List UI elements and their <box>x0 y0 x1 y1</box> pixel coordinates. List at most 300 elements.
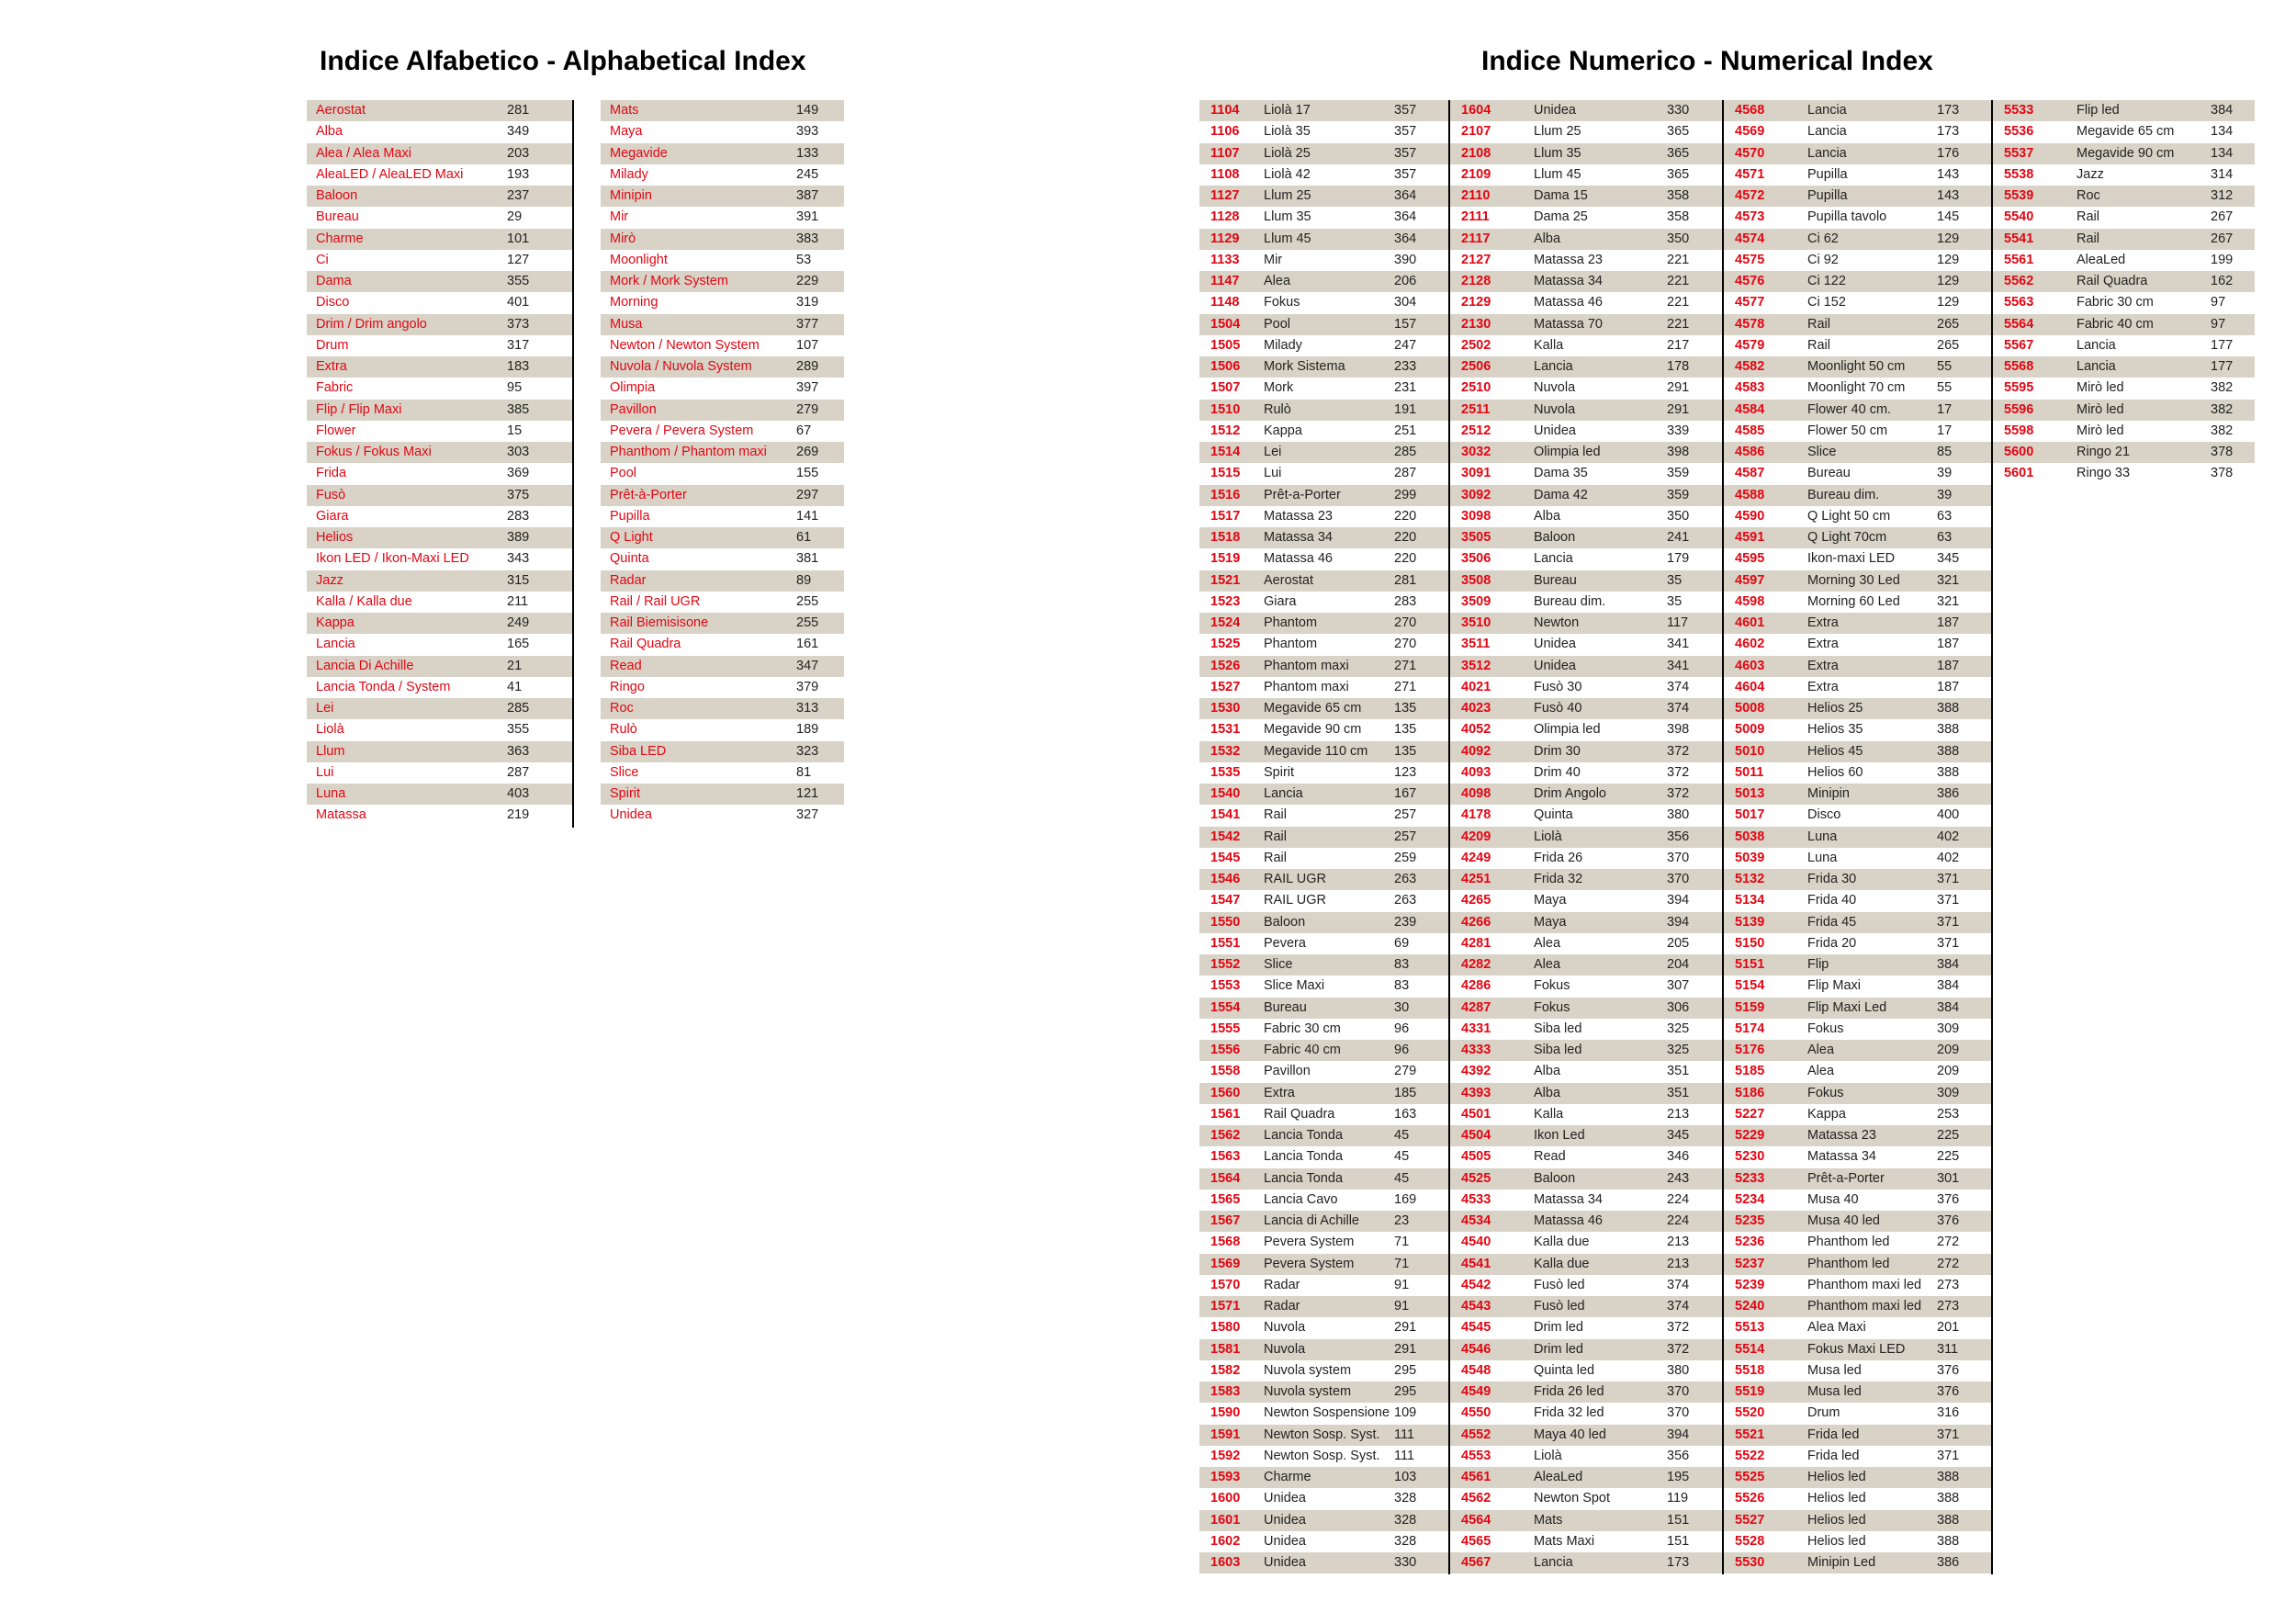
page-number: 185 <box>1394 1085 1417 1100</box>
product-name: Extra <box>1807 658 1839 673</box>
page-number: 394 <box>1667 893 1690 908</box>
index-row <box>601 164 844 186</box>
page-number: 17 <box>1937 423 1953 438</box>
article-code: 5601 <box>2004 466 2034 481</box>
page-number: 369 <box>507 466 530 481</box>
page-number: 257 <box>1394 807 1417 823</box>
page-number: 359 <box>1667 487 1690 502</box>
article-code: 1519 <box>1210 551 1241 567</box>
index-row <box>1450 421 1722 442</box>
index-row <box>307 314 572 335</box>
product-name: Fokus <box>1807 1085 1844 1100</box>
index-row <box>1450 933 1722 954</box>
page-number: 187 <box>1937 615 1960 630</box>
article-code: 5598 <box>2004 423 2034 438</box>
index-row <box>1450 1360 1722 1382</box>
article-code: 1558 <box>1210 1064 1241 1079</box>
article-code: 1148 <box>1210 295 1240 310</box>
article-code: 4533 <box>1461 1191 1491 1207</box>
index-row <box>307 121 572 142</box>
product-name: Llum 45 <box>1264 231 1311 246</box>
article-code: 5563 <box>2004 295 2034 310</box>
index-row <box>1450 762 1722 784</box>
page-number: 97 <box>2211 316 2226 332</box>
article-code: 1526 <box>1210 658 1241 673</box>
page-number: 179 <box>1667 551 1690 567</box>
article-code: 5595 <box>2004 380 2034 396</box>
product-name: Lancia Tonda <box>1264 1149 1344 1165</box>
index-row <box>1199 634 1448 655</box>
index-row <box>1450 1211 1722 1232</box>
product-name: Musa led <box>1807 1362 1862 1378</box>
page-number: 382 <box>2211 423 2234 438</box>
page-number: 134 <box>2211 145 2234 161</box>
page-number: 221 <box>1667 252 1690 267</box>
alpha-column <box>307 100 572 827</box>
product-name: Baloon <box>1534 530 1576 545</box>
page-number: 311 <box>1937 1341 1959 1357</box>
product-name: Megavide 90 cm <box>1264 722 1362 738</box>
product-name: Rail <box>1807 337 1830 353</box>
product-name: Mork Sistema <box>1264 359 1345 374</box>
page-number: 165 <box>507 637 530 652</box>
article-code: 1580 <box>1210 1320 1241 1336</box>
article-code: 1583 <box>1210 1384 1241 1399</box>
page-number: 217 <box>1667 337 1690 353</box>
page-number: 365 <box>1667 145 1690 161</box>
product-name: Matassa 34 <box>1264 530 1333 545</box>
index-row <box>1450 1531 1722 1552</box>
index-row <box>1199 548 1448 570</box>
page-number: 219 <box>507 807 530 823</box>
product-name: Ci 92 <box>1807 252 1839 267</box>
page-number: 167 <box>1394 786 1417 801</box>
product-name: Phanthom / Phantom maxi <box>610 445 767 459</box>
index-row <box>1199 1211 1448 1232</box>
index-row <box>307 186 572 207</box>
product-name: Pevera <box>1264 935 1306 951</box>
article-code: 2502 <box>1461 337 1491 353</box>
article-code: 5010 <box>1735 743 1765 759</box>
index-row <box>307 548 572 570</box>
product-name: Newton <box>1534 615 1580 630</box>
product-name: Llum 35 <box>1534 145 1581 161</box>
page-number: 225 <box>1937 1128 1960 1143</box>
index-row <box>1199 1232 1448 1253</box>
product-name: Fokus <box>1807 1021 1844 1036</box>
page-number: 374 <box>1667 1277 1690 1292</box>
index-row <box>1993 356 2255 378</box>
article-code: 4552 <box>1461 1427 1491 1442</box>
index-row <box>1199 421 1448 442</box>
index-row <box>1450 1467 1722 1488</box>
product-name: Rail <box>2077 209 2099 225</box>
page-number: 351 <box>1667 1064 1690 1079</box>
page-number: 81 <box>796 764 812 780</box>
article-code: 4501 <box>1461 1106 1491 1122</box>
page-number: 327 <box>796 807 819 823</box>
page-number: 239 <box>1394 914 1417 930</box>
product-name: Aerostat <box>1264 572 1313 588</box>
page-number: 315 <box>507 572 530 588</box>
article-code: 5540 <box>2004 209 2034 225</box>
product-name: Pool <box>1264 316 1291 332</box>
page-number: 189 <box>796 722 819 738</box>
page-number: 229 <box>796 274 819 288</box>
product-name: Lancia <box>1534 1555 1573 1570</box>
article-code: 4548 <box>1461 1362 1491 1378</box>
page-number: 323 <box>796 743 819 759</box>
index-row <box>601 442 844 463</box>
product-name: AleaLED / AleaLED Maxi <box>316 166 464 182</box>
product-name: Matassa 34 <box>1534 1191 1603 1207</box>
page-number: 371 <box>1937 935 1960 951</box>
index-row <box>1450 570 1722 592</box>
index-row <box>307 634 572 655</box>
article-code: 1524 <box>1210 615 1241 630</box>
index-row <box>307 250 572 271</box>
article-code: 4093 <box>1461 764 1491 780</box>
page-number: 213 <box>1667 1256 1690 1271</box>
product-name: Matassa 34 <box>1807 1149 1876 1165</box>
article-code: 4574 <box>1735 231 1765 246</box>
page-number: 402 <box>1937 850 1960 865</box>
article-code: 2512 <box>1461 423 1491 438</box>
page-number: 283 <box>1394 593 1417 609</box>
page-number: 143 <box>1937 188 1960 203</box>
page-number: 199 <box>2211 252 2234 267</box>
index-row <box>1199 463 1448 484</box>
product-name: Lancia <box>1264 786 1303 801</box>
article-code: 5154 <box>1735 978 1765 994</box>
page-number: 281 <box>1394 572 1417 588</box>
page-number: 135 <box>1394 701 1417 716</box>
index-row <box>1450 890 1722 911</box>
article-code: 1535 <box>1210 764 1241 780</box>
product-name: Nuvola system <box>1264 1384 1352 1399</box>
product-name: Mir <box>1264 252 1283 267</box>
article-code: 5240 <box>1735 1299 1765 1314</box>
page-number: 204 <box>1667 957 1690 972</box>
page-number: 285 <box>1394 445 1417 459</box>
article-code: 4052 <box>1461 722 1491 738</box>
product-name: Fusò 30 <box>1534 679 1582 694</box>
article-code: 1565 <box>1210 1191 1241 1207</box>
article-code: 5537 <box>2004 145 2034 161</box>
index-row <box>1450 1446 1722 1467</box>
index-row <box>307 356 572 378</box>
index-row <box>1199 1104 1448 1125</box>
index-row <box>1724 356 1991 378</box>
page-number: 209 <box>1937 1064 1960 1079</box>
index-row <box>1993 186 2255 207</box>
product-name: Rail Quadra <box>1264 1106 1335 1122</box>
product-name: Matassa 46 <box>1264 551 1333 567</box>
product-name: Morning <box>610 295 658 310</box>
page-number: 265 <box>1937 316 1960 332</box>
page-number: 357 <box>1394 166 1417 182</box>
page-number: 391 <box>796 209 819 225</box>
article-code: 1104 <box>1210 103 1240 118</box>
index-row <box>307 784 572 805</box>
index-row <box>601 784 844 805</box>
index-row <box>307 698 572 719</box>
product-name: Frida <box>316 466 347 481</box>
page-number: 374 <box>1667 679 1690 694</box>
index-row <box>1993 271 2255 292</box>
product-name: Nuvola system <box>1264 1362 1352 1378</box>
article-code: 5176 <box>1735 1043 1765 1057</box>
product-name: Kalla due <box>1534 1256 1590 1271</box>
index-row <box>307 335 572 356</box>
page-number: 376 <box>1937 1362 1960 1378</box>
page-number: 63 <box>1937 530 1953 545</box>
index-row <box>1450 1382 1722 1403</box>
article-code: 1523 <box>1210 593 1241 609</box>
page-number: 123 <box>1394 764 1417 780</box>
index-row <box>1724 1275 1991 1296</box>
page-number: 379 <box>796 679 819 694</box>
article-code: 1600 <box>1210 1491 1241 1506</box>
product-name: Kalla due <box>1534 1235 1590 1250</box>
product-name: Phantom maxi <box>1264 658 1349 673</box>
article-code: 1562 <box>1210 1128 1241 1143</box>
page-number: 211 <box>507 593 529 609</box>
page-number: 384 <box>2211 103 2234 118</box>
page-number: 309 <box>1937 1085 1960 1100</box>
index-row <box>1450 1425 1722 1446</box>
index-row <box>1724 100 1991 121</box>
product-name: Kappa <box>316 615 355 630</box>
article-code: 4575 <box>1735 252 1765 267</box>
page-number: 221 <box>1667 316 1690 332</box>
index-row <box>1724 890 1991 911</box>
page-number: 321 <box>1937 593 1960 609</box>
index-row <box>601 143 844 164</box>
page-number: 270 <box>1394 637 1417 652</box>
index-row <box>1199 207 1448 228</box>
article-code: 1546 <box>1210 872 1241 886</box>
page-number: 351 <box>1667 1085 1690 1100</box>
index-row <box>1450 100 1722 121</box>
article-code: 5150 <box>1735 935 1765 951</box>
page-number: 347 <box>796 658 819 673</box>
index-row <box>1450 1232 1722 1253</box>
page-number: 39 <box>1937 487 1953 502</box>
index-row <box>1450 741 1722 762</box>
page-number: 378 <box>2211 445 2234 459</box>
page-number: 370 <box>1667 1405 1690 1421</box>
page-number: 357 <box>1394 124 1417 140</box>
index-row <box>1993 207 2255 228</box>
article-code: 5011 <box>1735 764 1764 780</box>
product-name: Mirò led <box>2077 401 2124 417</box>
index-row <box>1199 271 1448 292</box>
page-number: 155 <box>796 466 819 481</box>
column-divider <box>572 100 574 828</box>
index-row <box>601 527 844 548</box>
product-name: Phanthom led <box>1807 1256 1890 1271</box>
index-row <box>1724 1488 1991 1509</box>
article-code: 1129 <box>1210 231 1240 246</box>
article-code: 2127 <box>1461 252 1491 267</box>
index-row <box>1450 1339 1722 1360</box>
page-number: 101 <box>507 231 530 246</box>
product-name: Read <box>610 658 642 673</box>
page-number: 29 <box>507 209 523 225</box>
product-name: Milady <box>1264 337 1302 353</box>
article-code: 4023 <box>1461 701 1491 716</box>
page-number: 388 <box>1937 764 1960 780</box>
article-code: 2117 <box>1461 231 1491 246</box>
index-row <box>1450 1552 1722 1573</box>
page-number: 121 <box>796 786 819 801</box>
article-code: 4251 <box>1461 872 1491 886</box>
product-name: Ikon-maxi LED <box>1807 551 1896 567</box>
page-number: 259 <box>1394 850 1417 865</box>
product-name: Helios 45 <box>1807 743 1863 759</box>
index-row <box>1199 1190 1448 1211</box>
product-name: Pupilla <box>1807 188 1848 203</box>
index-row <box>1199 1339 1448 1360</box>
product-name: Slice <box>610 764 639 780</box>
product-name: Alea / Alea Maxi <box>316 145 411 161</box>
product-name: Lancia Cavo <box>1264 1191 1338 1207</box>
index-row <box>307 570 572 592</box>
index-row <box>601 613 844 634</box>
product-name: Fabric 30 cm <box>2077 295 2154 310</box>
product-name: Unidea <box>1534 658 1576 673</box>
index-row <box>1450 698 1722 719</box>
product-name: Jazz <box>316 572 343 588</box>
index-row <box>1724 1125 1991 1146</box>
page-number: 45 <box>1394 1170 1410 1186</box>
article-code: 5039 <box>1735 850 1765 865</box>
index-row <box>1450 592 1722 613</box>
product-name: Minipin <box>1807 786 1850 801</box>
product-name: Alba <box>1534 231 1561 246</box>
page-number: 345 <box>1937 551 1960 567</box>
index-row <box>601 271 844 292</box>
article-code: 4249 <box>1461 850 1491 865</box>
page-number: 356 <box>1667 1448 1690 1463</box>
page-number: 221 <box>1667 295 1690 310</box>
page-number: 201 <box>1937 1320 1960 1336</box>
index-row <box>307 677 572 698</box>
article-code: 3508 <box>1461 572 1491 588</box>
page-number: 173 <box>1937 124 1960 140</box>
product-name: Bureau <box>1534 572 1577 588</box>
index-row <box>1450 1275 1722 1296</box>
article-code: 4567 <box>1461 1555 1491 1570</box>
index-row <box>1993 400 2255 421</box>
article-code: 3092 <box>1461 487 1491 502</box>
article-code: 3509 <box>1461 593 1491 609</box>
product-name: Frida 40 <box>1807 893 1857 908</box>
article-code: 1554 <box>1210 999 1241 1015</box>
article-code: 5151 <box>1735 957 1765 972</box>
article-code: 1515 <box>1210 466 1241 481</box>
page-number: 151 <box>1667 1533 1690 1549</box>
product-name: Spirit <box>1264 764 1295 780</box>
product-name: Charme <box>316 231 364 246</box>
page-number: 111 <box>1394 1427 1415 1442</box>
product-name: Alea Maxi <box>1807 1320 1866 1336</box>
product-name: Mork / Mork System <box>610 274 728 288</box>
page-number: 403 <box>507 786 530 801</box>
page-number: 376 <box>1937 1384 1960 1399</box>
article-code: 1601 <box>1210 1512 1241 1528</box>
page-number: 382 <box>2211 401 2234 417</box>
article-code: 5527 <box>1735 1512 1765 1528</box>
page-number: 96 <box>1394 1021 1410 1036</box>
page-number: 206 <box>1394 274 1417 288</box>
product-name: Lancia Tonda <box>1264 1128 1344 1143</box>
page-number: 371 <box>1937 914 1960 930</box>
product-name: Matassa 34 <box>1534 274 1603 288</box>
article-code: 4392 <box>1461 1064 1491 1079</box>
index-row <box>1199 1146 1448 1167</box>
index-row <box>1199 784 1448 805</box>
product-name: Mirò led <box>2077 380 2124 396</box>
article-code: 3091 <box>1461 466 1491 481</box>
page-number: 270 <box>1394 615 1417 630</box>
index-row <box>1724 1146 1991 1167</box>
article-code: 4209 <box>1461 829 1491 844</box>
product-name: Ci 62 <box>1807 231 1839 246</box>
article-code: 4586 <box>1735 445 1765 459</box>
article-code: 1133 <box>1210 252 1240 267</box>
index-row <box>1450 548 1722 570</box>
page-number: 375 <box>507 487 530 502</box>
article-code: 2510 <box>1461 380 1491 396</box>
page-number: 187 <box>1937 679 1960 694</box>
page-number: 388 <box>1937 1491 1960 1506</box>
page-number: 372 <box>1667 764 1690 780</box>
article-code: 4534 <box>1461 1213 1491 1228</box>
page-number: 272 <box>1937 1256 1960 1271</box>
index-row <box>1199 954 1448 976</box>
product-name: Unidea <box>1264 1491 1306 1506</box>
product-name: Siba LED <box>610 743 667 759</box>
page-number: 364 <box>1394 231 1417 246</box>
article-code: 5538 <box>2004 166 2034 182</box>
product-name: Fokus <box>1264 295 1300 310</box>
index-row <box>1199 1040 1448 1061</box>
article-code: 5229 <box>1735 1128 1765 1143</box>
index-row <box>601 805 844 826</box>
product-name: Moonlight <box>610 252 668 267</box>
article-code: 5539 <box>2004 188 2034 203</box>
article-code: 1553 <box>1210 978 1241 994</box>
page-number: 91 <box>1394 1299 1410 1314</box>
page-number: 127 <box>507 252 530 267</box>
index-row <box>1199 1425 1448 1446</box>
article-code: 4178 <box>1461 807 1491 823</box>
page-number: 269 <box>796 445 819 459</box>
article-code: 5008 <box>1735 701 1765 716</box>
product-name: Kalla <box>1534 1106 1564 1122</box>
product-name: Ringo 33 <box>2077 466 2131 481</box>
product-name: Helios 60 <box>1807 764 1863 780</box>
page-number: 89 <box>796 572 812 588</box>
product-name: Rail Biemisisone <box>610 615 709 630</box>
index-row <box>601 698 844 719</box>
page-number: 291 <box>1394 1341 1417 1357</box>
index-row <box>1724 634 1991 655</box>
article-code: 1517 <box>1210 508 1241 524</box>
page-number: 402 <box>1937 829 1960 844</box>
